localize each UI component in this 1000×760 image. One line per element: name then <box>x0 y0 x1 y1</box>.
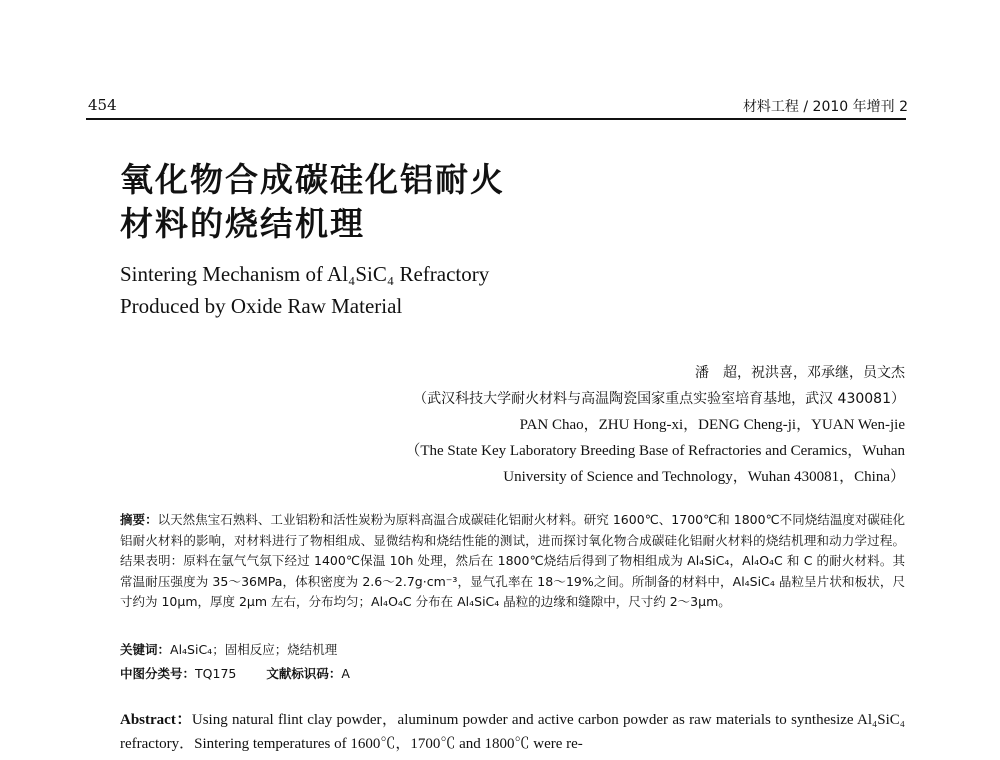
classification <box>120 664 350 682</box>
keywords-label: 关键词： <box>120 642 171 657</box>
classification-label: 中图分类号： <box>120 666 196 681</box>
title-cn-line1: 氧化物合成碳硅化铝耐火 <box>120 160 505 199</box>
title-cn-line2: 材料的烧结机理 <box>120 204 365 243</box>
title-en-line2: Produced by Oxide Raw Material <box>120 294 403 318</box>
authors-chinese: 潘 超，祝洪喜，邓承继，员文杰 <box>695 365 905 381</box>
title-en-line1: Sintering Mechanism of Al₄SiC₄ Refractory <box>120 262 490 286</box>
keywords-text: Al₄SiC₄；固相反应；烧结机理 <box>170 642 338 657</box>
doc-code-label: 文献标识码： <box>266 666 342 681</box>
abstract-en-label: Abstract： <box>120 712 192 728</box>
doc-code-value: A <box>341 666 350 681</box>
affiliation-english-line1: （The State Key Laboratory Breeding Base of Refractories and Ceramics，Wuhan <box>405 443 905 459</box>
abstract-english <box>120 708 905 756</box>
abstract-cn-text: 以天然焦宝石熟料、工业铝粉和活性炭粉为原料高温合成碳硅化铝耐火材料。研究 1600℃、1700℃和 1800℃不同烧结温度对碳硅化铝耐火材料的影响，对材料进行了物相组成、显微结构和烧结性能的测试，进而探讨氧化物合成碳硅化铝耐火材料的烧结机理和动力学过程。结果表明：原料在氩气气氛下经过 1400℃保温 10h 处理，然后在 1800℃烧结后得到了物相组成为 Al₄SiC₄，Al₄O₄C 和 C 的耐火材料。其常温耐压强度为 35～36MPa，体积密度为 2.6～2.7g·cm⁻³，显气孔率在 18～19%之间。所制备的材料中，Al₄SiC₄ 晶粒呈片状和板状，尺寸约为 10μm，厚度 2μm 左右，分布均匀；Al₄O₄C 分布在 Al₄SiC₄ 晶粒的边缘和缝隙中，尺寸约 2～3μm。 <box>120 512 905 610</box>
journal-header: 材料工程 / 2010 年增刊 2 <box>742 99 908 115</box>
page-number: 454 <box>88 96 117 114</box>
classification-value: TQ175 <box>195 666 237 681</box>
title-english <box>120 258 489 322</box>
abstract-chinese <box>120 510 905 613</box>
authors-english: PAN Chao，ZHU Hong-xi，DENG Cheng-ji，YUAN Wen-jie <box>519 417 905 433</box>
abstract-cn-label: 摘要： <box>120 512 158 527</box>
header-rule <box>86 118 906 120</box>
title-chinese <box>120 158 505 246</box>
affiliation-english-line2: University of Science and Technology，Wuhan 430081，China） <box>503 469 905 485</box>
abstract-en-text: Using natural flint clay powder，aluminum powder and active carbon powder as raw materials to synthesize Al₄SiC₄ refractory．Sintering temperatures of 1600℃，1700℃ and 1800℃ were re- <box>120 712 905 752</box>
keywords <box>120 640 337 658</box>
affiliation-chinese: （武汉科技大学耐火材料与高温陶瓷国家重点实验室培育基地，武汉 430081） <box>413 391 905 407</box>
